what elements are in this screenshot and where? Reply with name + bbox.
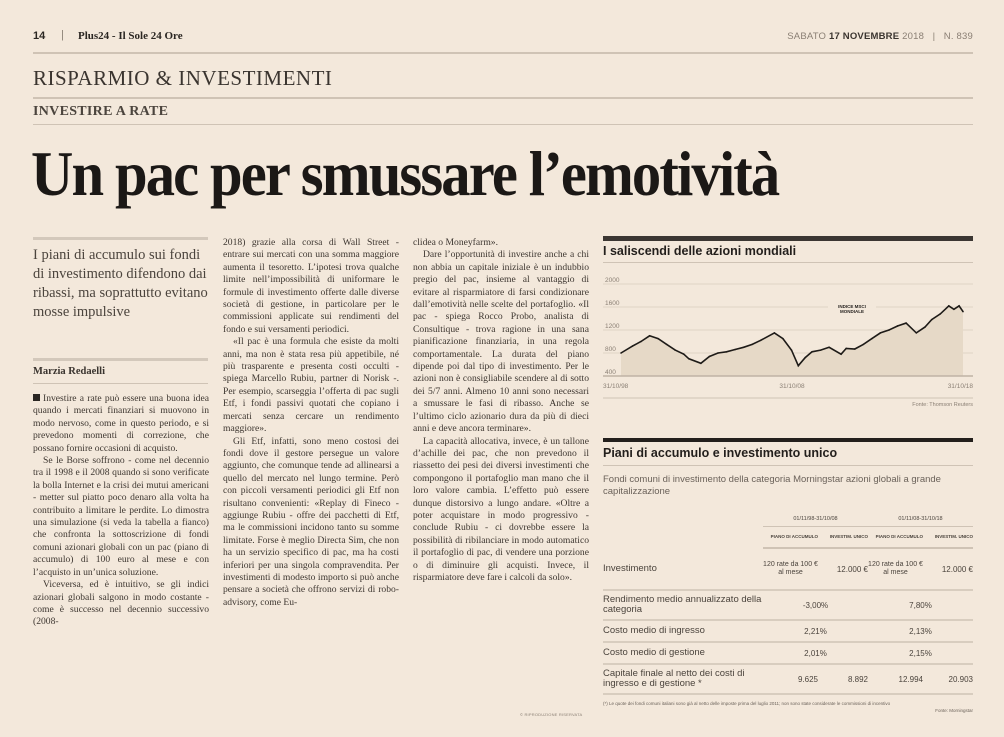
data-point bbox=[717, 352, 719, 354]
period-header: 01/11/08-31/10/18 bbox=[868, 512, 973, 527]
data-point bbox=[700, 363, 702, 365]
cell: 7,80% bbox=[868, 590, 973, 620]
data-point bbox=[774, 332, 776, 334]
data-point bbox=[782, 338, 784, 340]
table-description: Fondi comuni di investimento della categoria Morningstar azioni globali a grande capitalizzazione bbox=[603, 474, 941, 497]
paragraph: Viceversa, ed è intuitivo, se gli indici azionari globali salgono in modo costante - come è successo nel decennio successivo (2008- bbox=[33, 579, 209, 628]
y-tick-label: 1200 bbox=[605, 323, 620, 330]
cell: 2,15% bbox=[868, 642, 973, 664]
cell: 120 rate da 100 € al mese bbox=[868, 548, 923, 590]
table-row bbox=[603, 548, 973, 590]
cell: 20.903 bbox=[923, 664, 973, 694]
data-point bbox=[811, 351, 813, 353]
data-point bbox=[666, 344, 668, 346]
copyright-notice: © RIPRODUZIONE RISERVATA bbox=[520, 712, 583, 717]
column-header: INVESTIM. UNICO bbox=[923, 527, 973, 549]
x-tick-label: 31/10/98 bbox=[603, 383, 629, 390]
data-point bbox=[948, 305, 950, 307]
issue-number: N. 839 bbox=[943, 31, 973, 42]
msci-world-chart bbox=[603, 272, 973, 400]
table-period-header bbox=[603, 512, 973, 527]
page-number: 14 bbox=[33, 30, 46, 42]
page-header bbox=[33, 0, 973, 54]
article-column-1 bbox=[33, 393, 209, 629]
data-point bbox=[931, 319, 933, 321]
period-header: 01/11/98-31/10/08 bbox=[763, 512, 868, 527]
column-header: INVESTIM. UNICO bbox=[818, 527, 868, 549]
data-point bbox=[791, 349, 793, 351]
paragraph: 2018) grazie alla corsa di Wall Street - entrare sui mercati con una somma maggiore aumenta il tesoretto. L’ipotesi trova qualche limite nell’impossibilità di uniformare le formule di investimento offerte dalle diverse società di gestione, in particolare per le commissioni applicate sui rendimenti del fondo e sui versamenti periodici. bbox=[223, 237, 399, 335]
divider bbox=[33, 358, 208, 361]
table-footnote: (*) Le quote dei fondi comuni italiani sono già al netto delle imposte prima del luglio 2011; non sono state considerate le commissioni di incentivo bbox=[603, 701, 891, 706]
data-point bbox=[828, 346, 830, 348]
column-header: PIANO DI ACCUMULO bbox=[868, 527, 923, 549]
data-point bbox=[726, 351, 728, 353]
row-label: Rendimento medio annualizzato della categoria bbox=[603, 590, 763, 620]
data-point bbox=[916, 332, 918, 334]
author-byline: Marzia Redaelli bbox=[33, 366, 106, 377]
article-column-3 bbox=[413, 237, 589, 584]
data-point bbox=[840, 353, 842, 355]
y-tick-label: 1600 bbox=[605, 300, 620, 307]
table-row bbox=[603, 664, 973, 694]
data-point bbox=[863, 344, 865, 346]
row-label: Capitale finale al netto dei costi di ingresso e di gestione * bbox=[603, 664, 763, 694]
article-column-2 bbox=[223, 237, 399, 609]
row-label: Costo medio di ingresso bbox=[603, 620, 763, 642]
cell: 9.625 bbox=[763, 664, 818, 694]
data-point bbox=[845, 348, 847, 350]
table-source: Fonte: Morningstar bbox=[935, 708, 973, 713]
cell: 12.994 bbox=[868, 664, 923, 694]
table-row bbox=[603, 590, 973, 620]
divider bbox=[33, 124, 973, 125]
data-point bbox=[798, 365, 800, 367]
y-tick-label: 800 bbox=[605, 346, 616, 353]
chart-top-bar bbox=[603, 236, 973, 241]
cell: 2,13% bbox=[868, 620, 973, 642]
data-point bbox=[743, 346, 745, 348]
data-point bbox=[962, 311, 964, 313]
data-point bbox=[632, 345, 634, 347]
data-point bbox=[958, 305, 960, 307]
data-point bbox=[804, 357, 806, 359]
data-point bbox=[820, 349, 822, 351]
data-point bbox=[734, 349, 736, 351]
cell: 2,21% bbox=[763, 620, 868, 642]
column-header: PIANO DI ACCUMULO bbox=[763, 527, 818, 549]
paragraph: La capacità allocativa, invece, è un tallone d’achille dei pac, che non prevedono il riassetto dei pesi dei diversi investimenti che compongono il portafoglio man mano che il loro valore cambia. L’effetto può essere dunque distorsivo a lungo andare. «Oltre a poter acquistare in modo progressivo - conclude Rubiu - ci dovrebbe essere la possibilità di ribilanciare in modo automatico il portafoglio di pac, di vendere una porzione o di diminuire gli acquisti. Invece, il risparmiatore deve fare i calcoli da solo». bbox=[413, 435, 589, 583]
data-point bbox=[924, 326, 926, 328]
cell: 2,01% bbox=[763, 642, 868, 664]
row-label: Costo medio di gestione bbox=[603, 642, 763, 664]
cell: 120 rate da 100 € al mese bbox=[763, 548, 818, 590]
paragraph: «Il pac è una formula che esiste da molti anni, ma non è stata resa più appetibile, né più trasparente e presenta costi occulti - spiega Marcello Rubiu, partner di Norisk -. Per esempio, scarseggia l’offerta di pac sugli Etf, i fondi passivi quotati che copiano i mercati senza cercare un rendimento maggiore». bbox=[223, 336, 399, 435]
table-title: Piani di accumulo e investimento unico bbox=[603, 446, 838, 460]
weekday: SABATO bbox=[787, 31, 827, 42]
series-area bbox=[621, 306, 963, 376]
data-point bbox=[905, 322, 907, 324]
data-point bbox=[871, 338, 873, 340]
paragraph: Se le Borse soffrono - come nel decennio tra il 1998 e il 2008 quando si sono verificate la bolla Internet e la crisi dei mutui americani - metter sul piatto poco denaro alla volta ha contribuito a limitare le perdite. Lo dimostra una simulazione (si veda la tabella a fianco) che confronta la sottoscrizione di fondi comuni azionari globali con un pac (piano di accumulo) di 100 euro al mese e con l’acquisto in un’unica soluzione. bbox=[33, 455, 209, 578]
cell: 12.000 € bbox=[923, 548, 973, 590]
x-tick-label: 31/10/18 bbox=[947, 383, 973, 390]
divider bbox=[33, 97, 973, 99]
cell: 8.892 bbox=[818, 664, 868, 694]
data-point bbox=[939, 313, 941, 315]
x-axis-ticks bbox=[603, 383, 973, 390]
y-tick-label: 400 bbox=[605, 369, 616, 376]
date: 17 NOVEMBRE bbox=[828, 31, 900, 42]
data-point bbox=[640, 341, 642, 343]
data-point bbox=[897, 325, 899, 327]
data-point bbox=[683, 353, 685, 355]
paragraph: Gli Etf, infatti, sono meno costosi dei fondi dove il gestore persegue un valore aggiunto, che comunque tende ad allinearsi a quello del mercato nel lungo termine. Però con piccoli versamenti periodici gli Etf non risultano convenienti: «Replay di Fineco - aggiunge Rubiu - offre dei pacchetti di Etf, ma le commissioni incidono tanto su somme limitate. Forse è meglio Directa Sim, che non ha un servizio specifico di pac, ma ha costi inferiori per una singola compravendita. Per investimenti di modesto importo si può anche pensare a società che offrono servizi di robo-advisory, come Eu- bbox=[223, 435, 399, 608]
year: 2018 bbox=[902, 31, 925, 42]
data-point bbox=[880, 332, 882, 334]
header-separator: | bbox=[61, 29, 64, 41]
paragraph: Dare l’opportunità di investire anche a chi non abbia un capitale iniziale è un indubbio pregio del pac, insieme al vantaggio di evitare al risparmiatore di farsi condizionare dall’emotività nelle scelte del portafoglio. «Il pac - spiega Rocco Probo, analista di Consultique - trova ragione in una sana pianificazione finanziaria, in una regola comportamentale. La durata del piano dipende poi dal tipo di investimento. Per le azioni non è consigliabile scendere al di sotto dei 5/7 anni. Almeno 10 anni sono necessari a smussare le fasi di ribasso. Anche se l’ultimo ciclo azionario dura da più di dieci anni e deve ancora terminare». bbox=[413, 249, 589, 435]
data-point bbox=[760, 340, 762, 342]
cell: -3,00% bbox=[763, 590, 868, 620]
series-label-line-2: MONDIALE bbox=[840, 309, 864, 314]
square-bullet-icon bbox=[33, 394, 40, 401]
standfirst: I piani di accumulo sui fondi di investimento difendono dai ribassi, ma soprattutto evitano mosse impulsive bbox=[33, 247, 208, 320]
y-tick-label: 2000 bbox=[605, 277, 620, 284]
divider bbox=[603, 262, 973, 263]
section-title: RISPARMIO & INVESTIMENTI bbox=[33, 66, 333, 90]
data-point bbox=[688, 358, 690, 360]
publication-name: Plus24 - Il Sole 24 Ore bbox=[78, 30, 183, 42]
table-subheader bbox=[603, 527, 973, 549]
x-tick-label: 31/10/08 bbox=[779, 383, 805, 390]
table-row bbox=[603, 620, 973, 642]
data-point bbox=[751, 344, 753, 346]
chart-title: I saliscendi delle azioni mondiali bbox=[603, 244, 797, 258]
table-top-bar bbox=[603, 438, 973, 442]
data-point bbox=[649, 335, 651, 337]
divider bbox=[33, 237, 208, 240]
chart-source: Fonte: Thomson Reuters bbox=[912, 402, 973, 408]
data-point bbox=[620, 352, 622, 354]
series-label: INDICE MSCI bbox=[838, 304, 866, 309]
y-axis-ticks bbox=[605, 277, 620, 376]
divider bbox=[603, 465, 973, 466]
table-row bbox=[603, 642, 973, 664]
paragraph: Investire a rate può essere una buona idea quando i mercati finanziari si muovono in modo nervoso, come in questo periodo, e si prevedono momenti di correzione, che possano fornire occasioni di acquisto. bbox=[33, 393, 209, 454]
paragraph: clidea o Moneyfarm». bbox=[413, 237, 498, 248]
data-point bbox=[888, 329, 890, 331]
cell: 12.000 € bbox=[818, 548, 868, 590]
headline: Un pac per smussare l’emotività bbox=[31, 139, 779, 209]
data-point bbox=[709, 356, 711, 358]
data-point bbox=[854, 348, 856, 350]
data-point bbox=[657, 338, 659, 340]
dateline bbox=[787, 31, 973, 42]
comparison-table bbox=[603, 512, 973, 695]
divider bbox=[33, 383, 208, 384]
row-label: Investimento bbox=[603, 548, 763, 590]
data-point bbox=[674, 349, 676, 351]
data-point bbox=[953, 309, 955, 311]
subsection-title: INVESTIRE A RATE bbox=[33, 104, 169, 119]
header-separator-2: | bbox=[932, 31, 936, 42]
